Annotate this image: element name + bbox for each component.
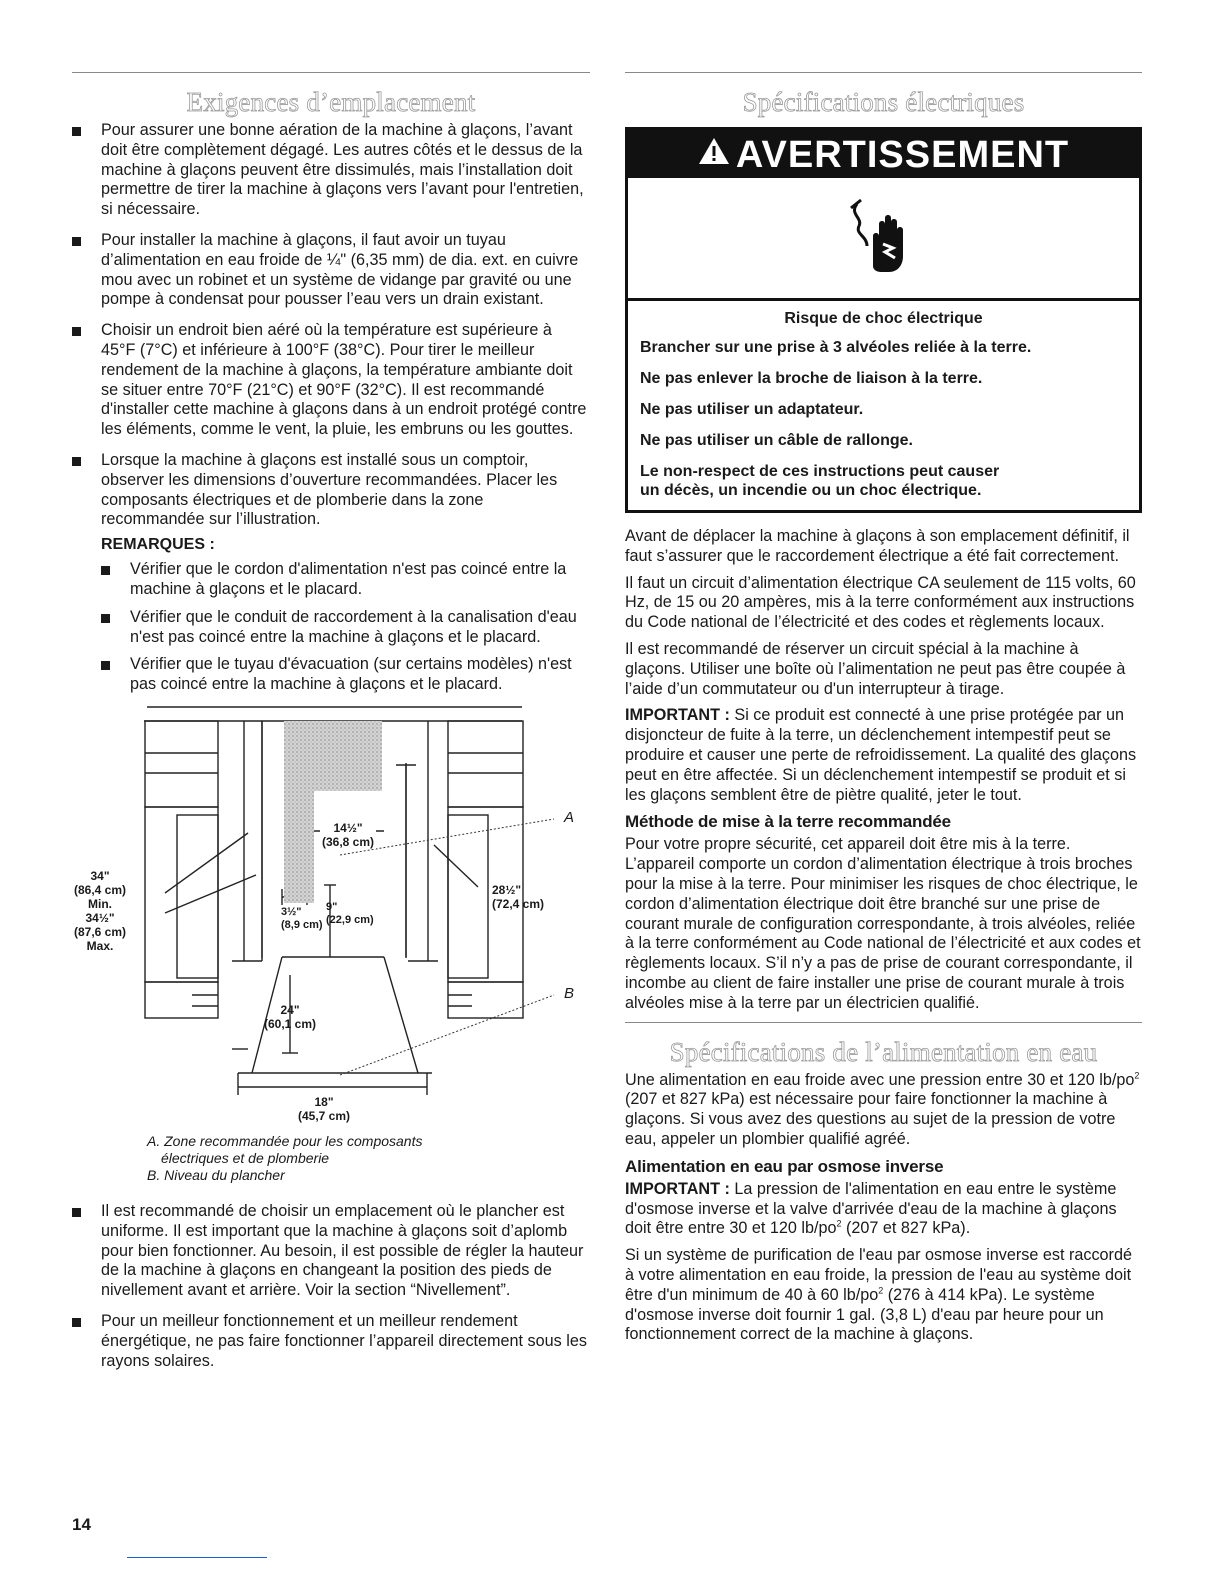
label-a: A	[564, 808, 575, 826]
text-run: Une alimentation en eau froide avec une pression entre 30 et 120 lb/po	[625, 1070, 1135, 1089]
warning-title: AVERTISSEMENT	[735, 134, 1070, 176]
section-rule	[72, 72, 590, 73]
paragraph	[625, 1246, 1142, 1345]
dim-text: 3½"	[281, 905, 302, 918]
paragraph-important	[625, 1180, 1142, 1239]
width-18-label	[298, 1095, 350, 1123]
remarks-list	[101, 560, 590, 695]
dim-text: (72,4 cm)	[492, 896, 545, 911]
dim-text: (60,1 cm)	[264, 1016, 317, 1031]
list-item: Il est recommandé de choisir un emplacement où le plancher est uniforme. Il est important que la machine à glaçons soit d’aplomb pour bien fonctionner. Au besoin, il est possible de régler la hauteur de la machine à glaçons en changeant la position des pieds de nivellement avant et arrière. Voir la section “Nivellement”.	[72, 1202, 590, 1301]
installation-diagram	[72, 703, 592, 1133]
list-item: Pour assurer une bonne aération de la machine à glaçons, l’avant doit être complètement dégagé. Les autres côtés et le dessus de la machine à glaçons peuvent être dissimulés, mais l’installation doit permettre de tirer la machine à glaçons vers l’avant pour l'entretien, si nécessaire.	[72, 121, 590, 220]
paragraph: Pour votre propre sécurité, cet appareil doit être mis à la terre. L’appareil comporte un cordon d’alimentation électrique à trois broches pour la mise à la terre. Pour minimiser les risques de choc électrique, le cordon d’alimentation électrique doit être branché sur une prise de courant murale de configuration correspondante, à trois alvéoles, reliée à la terre conformément au Code national de l’électricité et aux codes et règlements locaux. S’il n’y a pas de prise de courant correspondante, il incombe au client de faire installer une prise de courant murale à trois alvéoles mise à la terre par un électricien qualifié.	[625, 835, 1141, 1012]
list-item: Vérifier que le tuyau d'évacuation (sur certains modèles) n'est pas coincé entre la machine à glaçons et le placard.	[101, 655, 590, 695]
warning-line: Ne pas utiliser un adaptateur.	[640, 401, 864, 418]
section-rule	[625, 1022, 1142, 1023]
dim-text: 28½"	[492, 882, 522, 897]
right-column	[625, 72, 1142, 1352]
list-item: Lorsque la machine à glaçons est installé sous un comptoir, observer les dimensions d’ouverture recommandées. Placer les composants électriques et de plomberie dans la zone recommandée sur l’illustration.	[72, 451, 590, 530]
height-9-label	[326, 901, 374, 927]
important-label: IMPORTANT :	[625, 1179, 730, 1198]
left-column	[72, 72, 590, 1382]
warning-consequence-line: un décès, un incendie ou un choc électrique.	[640, 482, 982, 499]
dim-text: (87,6 cm)	[73, 924, 127, 939]
warning-header	[628, 130, 1139, 178]
text-run: La pression de l'alimentation en eau entre le système d'osmose inverse et la valve d'arrivée d'eau de la machine à glaçons doit être entre 30 et 120 lb/po	[625, 1179, 1117, 1238]
dim-text: (36,8 cm)	[322, 834, 375, 849]
warning-line: Ne pas utiliser un câble de rallonge.	[640, 432, 913, 449]
section-rule	[625, 72, 1142, 73]
remarks-heading: REMARQUES :	[101, 536, 215, 554]
warning-body	[628, 301, 1139, 510]
list-item: Choisir un endroit bien aéré où la température est supérieure à 45°F (7°C) et inférieure à 100°F (38°C). Pour tirer le meilleur rendement de la machine à glaçons, la température ambiante doit se situer entre 70°F (21°C) et 90°F (32°C). Il est recommandé d'installer cette machine à glaçons dans à un endroit protégé contre les éléments, comme le vent, la pluie, les embruns ou les gouttes.	[72, 321, 590, 440]
dim-text: 9"	[326, 900, 338, 913]
location-bullets-2	[72, 1202, 590, 1371]
footer-link-line	[127, 1557, 267, 1558]
superscript: 2	[878, 1285, 884, 1296]
dim-text: (86,4 cm)	[73, 882, 127, 897]
important-label: IMPORTANT :	[625, 706, 730, 725]
page-number: 14	[72, 1515, 91, 1534]
text-run: (207 et 827 kPa) est nécessaire pour faire fonctionner la machine à glaçons. Si vous avez des questions au sujet de la pression de votre eau, appeler un plombier qualifié agréé.	[625, 1090, 1116, 1148]
warning-consequence	[640, 462, 1127, 500]
warning-risk: Risque de choc électrique	[784, 310, 983, 327]
width-3-label	[281, 906, 323, 932]
superscript: 2	[1134, 1070, 1140, 1081]
paragraph: Avant de déplacer la machine à glaçons à son emplacement définitif, il faut s’assurer que le raccordement électrique a été fait correctement.	[625, 527, 1130, 565]
text-run: (276 à 414 kPa). Le système d'osmose inverse doit fournir 1 gal. (3,8 L) d'eau par heure pour un fonctionnement correct de la machine à glaçons.	[625, 1285, 1104, 1344]
dim-text: (45,7 cm)	[298, 1108, 351, 1123]
location-bullets	[72, 121, 590, 530]
paragraph: Il est recommandé de réserver un circuit spécial à la machine à glaçons. Utiliser une boîte où l’alimentation ne peut pas être coupée à l’aide d’un commutateur ou d'un interrupteur à tirage.	[625, 639, 1126, 698]
list-item: Pour installer la machine à glaçons, il faut avoir un tuyau d’alimentation en eau froide de ¼" (6,35 mm) de dia. ext. en cuivre mou avec un robinet et un système de vidange par gravité ou une pompe à condensat pour pousser l’eau vers un drain existant.	[72, 231, 590, 310]
warning-consequence-line: Le non-respect de ces instructions peut causer	[640, 463, 1000, 480]
section-title-electrical: Spécifications électriques	[742, 87, 1025, 117]
dim-text: (22,9 cm)	[326, 913, 374, 926]
warning-box	[625, 127, 1142, 513]
depth-24-label	[264, 1003, 316, 1031]
list-item: Pour un meilleur fonctionnement et un meilleur rendement énergétique, ne pas faire fonctionner l’appareil directement sous les rayons solaires.	[72, 1312, 590, 1371]
dim-text: (8,9 cm)	[281, 918, 323, 931]
width-14-label	[320, 821, 376, 849]
paragraph	[625, 1071, 1142, 1150]
caption-a-cont: électriques et de plomberie	[161, 1149, 330, 1166]
caption-b: B. Niveau du plancher	[147, 1166, 285, 1183]
warning-line: Brancher sur une prise à 3 alvéoles reliée à la terre.	[640, 339, 1032, 356]
dim-text: 24"	[280, 1002, 300, 1017]
list-item: Vérifier que le conduit de raccordement à la canalisation d'eau n'est pas coincé entre la machine à glaçons et le placard.	[101, 608, 590, 648]
height-dimension-label	[72, 869, 128, 953]
figure-caption	[147, 1133, 590, 1184]
paragraph: Il faut un circuit d’alimentation électrique CA seulement de 115 volts, 60 Hz, de 15 ou 20 ampères, mis à la terre conformément aux instructions du Code national de l’électricité et des codes et règlements locaux.	[625, 573, 1136, 632]
list-item: Vérifier que le cordon d'alimentation n'est pas coincé entre la machine à glaçons et le placard.	[101, 560, 590, 600]
warning-icon-area	[628, 178, 1139, 301]
warning-triangle-icon	[698, 129, 730, 179]
section-title-water: Spécifications de l’alimentation en eau	[669, 1036, 1098, 1067]
dim-text: Max.	[86, 938, 114, 953]
height-28-label	[492, 883, 544, 911]
paragraph-important	[625, 706, 1142, 805]
grounding-heading: Méthode de mise à la terre recommandée	[625, 812, 951, 832]
dim-text: Min.	[88, 896, 112, 911]
warning-line: Ne pas enlever la broche de liaison à la terre.	[640, 370, 983, 387]
caption-a: A. Zone recommandée pour les composants	[147, 1132, 423, 1149]
text-run: Si un système de purification de l'eau par osmose inverse est raccordé à votre alimentation en eau froide, la pression de l'eau au système doit être d'un minimum de 40 à 60 lb/po	[625, 1246, 1132, 1304]
important-text: Si ce produit est connecté à une prise protégée par un disjoncteur de fuite à la terre, un déclenchement intempestif peut se produire et causer une perte de refroidissement. La qualité des glaçons peut en être affectée. Si un déclenchement intempestif se produit et si les glaçons semblent être de piètre qualité, jeter le tout.	[625, 706, 1137, 804]
section-title-location: Exigences d’emplacement	[186, 87, 476, 117]
label-b: B	[564, 984, 575, 1002]
dim-text: 34½"	[85, 910, 115, 925]
superscript: 2	[836, 1218, 842, 1229]
dim-text: 34"	[90, 868, 110, 883]
dim-text: 14½"	[333, 820, 363, 835]
text-run: (207 et 827 kPa).	[841, 1219, 971, 1238]
electric-shock-hand-icon	[849, 196, 919, 281]
ro-heading: Alimentation en eau par osmose inverse	[625, 1156, 944, 1176]
dim-text: 18"	[314, 1094, 334, 1109]
